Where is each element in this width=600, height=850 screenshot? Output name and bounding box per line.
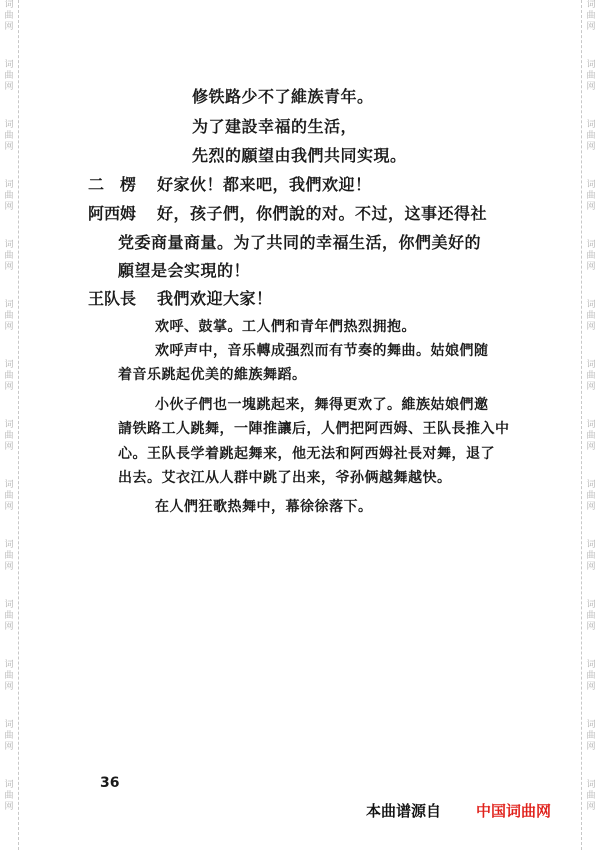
watermark-char: 网 [4, 322, 14, 332]
watermark-char: 词 [4, 720, 14, 730]
watermark-char: 曲 [586, 191, 596, 201]
watermark-char: 曲 [4, 431, 14, 441]
watermark-char: 词 [4, 360, 14, 370]
watermark-char: 曲 [586, 551, 596, 561]
watermark-char: 曲 [4, 671, 14, 681]
stage-direction: 出去。艾衣江从人群中跳了出来，爷孙俩越舞越快。 [118, 470, 452, 486]
dialogue-line: 願望是会实現的！ [118, 261, 251, 280]
stage-direction: 欢呼、鼓掌。工人們和青年們热烈拥抱。 [155, 319, 416, 335]
watermark-char: 网 [4, 82, 14, 92]
watermark-char: 曲 [586, 431, 596, 441]
stage-direction: 欢呼声中，音乐轉成强烈而有节奏的舞曲。姑娘們随 [155, 343, 489, 359]
watermark-char: 网 [586, 382, 596, 392]
watermark-char: 词 [4, 660, 14, 670]
watermark-char: 词 [586, 120, 596, 130]
watermark-char: 曲 [4, 371, 14, 381]
watermark-char: 曲 [586, 731, 596, 741]
watermark-char: 词 [586, 540, 596, 550]
watermark-char: 网 [586, 622, 596, 632]
stage-direction: 請铁路工人跳舞，一陣推讓后，人們把阿西姆、王队長推入中 [118, 421, 510, 437]
watermark-char: 曲 [586, 371, 596, 381]
watermark-char: 曲 [4, 551, 14, 561]
watermark-char: 网 [586, 322, 596, 332]
speaker-name: 王队長 [88, 289, 137, 308]
watermark-char: 词 [4, 420, 14, 430]
watermark-char: 曲 [586, 791, 596, 801]
watermark-char: 词 [586, 420, 596, 430]
watermark-char: 曲 [586, 131, 596, 141]
watermark-char: 词 [586, 660, 596, 670]
watermark-char: 网 [4, 802, 14, 812]
watermark-char: 词 [586, 780, 596, 790]
watermark-char: 曲 [586, 11, 596, 21]
watermark-char: 曲 [4, 791, 14, 801]
lyric-line: 修铁路少不了維族青年。 [192, 87, 374, 106]
watermark-char: 词 [4, 300, 14, 310]
watermark-char: 词 [4, 60, 14, 70]
dialogue-line: 好，孩子們，你們說的对。不过，这事还得社 [157, 204, 488, 223]
watermark-char: 曲 [586, 311, 596, 321]
lyric-line: 先烈的願望由我們共同实現。 [192, 146, 407, 165]
watermark-char: 网 [4, 622, 14, 632]
watermark-char: 曲 [586, 71, 596, 81]
watermark-char: 网 [4, 442, 14, 452]
watermark-char: 曲 [4, 131, 14, 141]
watermark-char: 网 [4, 682, 14, 692]
watermark-char: 网 [4, 382, 14, 392]
watermark-char: 曲 [586, 671, 596, 681]
watermark-char: 曲 [586, 251, 596, 261]
speaker-name: 二 楞 [88, 175, 137, 194]
dialogue-line: 好家伙！都来吧，我們欢迎！ [157, 175, 372, 194]
watermark-char: 词 [586, 600, 596, 610]
watermark-char: 词 [4, 0, 14, 10]
watermark-char: 网 [586, 22, 596, 32]
watermark-char: 词 [4, 240, 14, 250]
stage-direction: 在人們狂歌热舞中，幕徐徐落下。 [155, 499, 373, 515]
watermark-char: 词 [586, 240, 596, 250]
watermark-char: 曲 [4, 71, 14, 81]
watermark-char: 曲 [4, 491, 14, 501]
watermark-char: 曲 [4, 11, 14, 21]
watermark-char: 词 [4, 780, 14, 790]
watermark-char: 网 [586, 442, 596, 452]
watermark-char: 网 [4, 262, 14, 272]
stage-direction: 着音乐跳起优美的維族舞蹈。 [118, 367, 307, 383]
watermark-char: 词 [4, 120, 14, 130]
watermark-char: 词 [4, 180, 14, 190]
watermark-char: 词 [4, 600, 14, 610]
page-number: 36 [100, 775, 120, 791]
watermark-char: 曲 [586, 611, 596, 621]
footer-site-name[interactable]: 中国词曲网 [476, 802, 552, 820]
watermark-char: 网 [586, 202, 596, 212]
stage-direction: 小伙子們也一塊跳起来，舞得更欢了。維族姑娘們邀 [155, 397, 489, 413]
watermark-char: 曲 [4, 611, 14, 621]
watermark-char: 网 [4, 142, 14, 152]
watermark-char: 词 [586, 180, 596, 190]
watermark-char: 网 [586, 742, 596, 752]
watermark-char: 网 [586, 682, 596, 692]
lyric-line: 为了建設幸福的生活， [192, 117, 358, 136]
watermark-char: 网 [4, 562, 14, 572]
dialogue-line: 我們欢迎大家！ [157, 289, 273, 308]
watermark-char: 曲 [4, 251, 14, 261]
watermark-char: 词 [586, 720, 596, 730]
watermark-char: 词 [586, 300, 596, 310]
watermark-char: 网 [4, 22, 14, 32]
watermark-char: 网 [4, 742, 14, 752]
speaker-name: 阿西姆 [88, 204, 137, 223]
watermark-char: 曲 [4, 191, 14, 201]
watermark-char: 曲 [4, 311, 14, 321]
watermark-char: 网 [586, 262, 596, 272]
watermark-char: 网 [586, 82, 596, 92]
watermark-char: 网 [586, 142, 596, 152]
watermark-char: 网 [4, 202, 14, 212]
watermark-char: 词 [4, 480, 14, 490]
stage-direction: 心。王队長学着跳起舞来，他无法和阿西姆社長对舞，退了 [118, 446, 495, 462]
watermark-char: 词 [4, 540, 14, 550]
watermark-char: 网 [586, 502, 596, 512]
watermark-char: 网 [4, 502, 14, 512]
watermark-char: 词 [586, 0, 596, 10]
watermark-char: 词 [586, 360, 596, 370]
watermark-char: 曲 [4, 731, 14, 741]
watermark-char: 曲 [586, 491, 596, 501]
watermark-char: 词 [586, 480, 596, 490]
footer-source-label: 本曲谱源自 [366, 802, 442, 820]
watermark-char: 网 [586, 802, 596, 812]
dialogue-line: 党委商量商量。为了共同的幸福生活，你們美好的 [118, 233, 482, 252]
watermark-char: 词 [586, 60, 596, 70]
watermark-char: 网 [586, 562, 596, 572]
